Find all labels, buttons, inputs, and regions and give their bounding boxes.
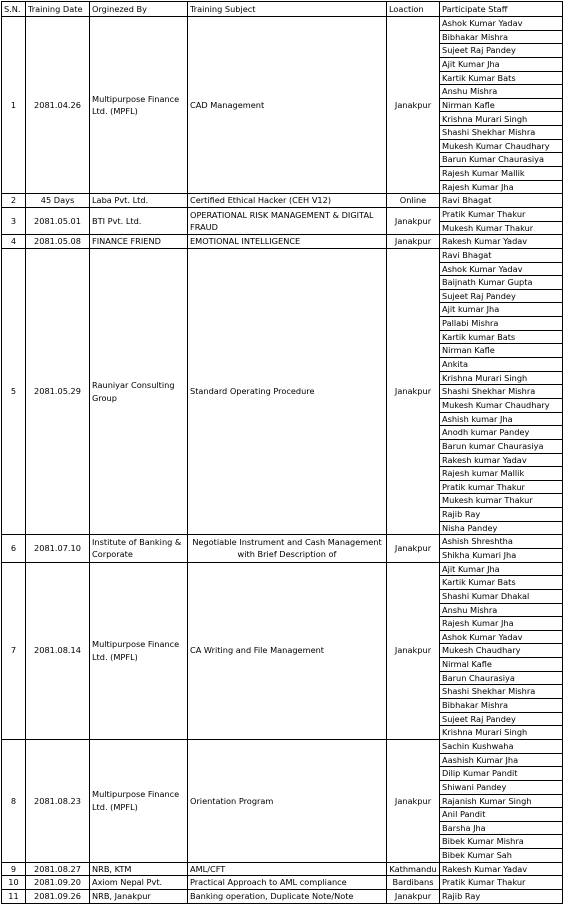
cell-participant: Shashi Kumar Dhakal: [440, 589, 563, 603]
cell-participant: Bibhakar Mishra: [440, 30, 563, 44]
header-location: Loaction: [387, 2, 440, 17]
cell-participant: Barun kumar Chaurasiya: [440, 439, 563, 453]
cell-participant: Barsha Jha: [440, 821, 563, 835]
cell-training-date: 2081.05.29: [26, 248, 90, 534]
cell-training-subject: OPERATIONAL RISK MANAGEMENT & DIGITAL FRAUD: [188, 207, 387, 234]
cell-participant: Anil Pandit: [440, 808, 563, 822]
cell-training-date: 2081.04.26: [26, 17, 90, 194]
cell-training-date: 2081.08.14: [26, 562, 90, 739]
cell-participant: Shiwani Pandey: [440, 780, 563, 794]
cell-participant: Barun Kumar Chaurasiya: [440, 153, 563, 167]
cell-location: Janakpur: [387, 207, 440, 234]
cell-organized-by: NRB, KTM: [90, 862, 188, 876]
cell-organized-by: Laba Pvt. Ltd.: [90, 194, 188, 208]
cell-training-date: 2081.08.27: [26, 862, 90, 876]
cell-participant: Ashish kumar Jha: [440, 412, 563, 426]
cell-organized-by: Institute of Banking & Corporate: [90, 535, 188, 562]
cell-participant: Pallabi Mishra: [440, 317, 563, 331]
cell-training-date: 45 Days: [26, 194, 90, 208]
cell-training-date: 2081.07.10: [26, 535, 90, 562]
cell-participant: Bibhakar Mishra: [440, 699, 563, 713]
cell-participant: Mukesh Kumar Thakur: [440, 221, 563, 235]
cell-training-date: 2081.05.01: [26, 207, 90, 234]
cell-participant: Mukesh Kumar Chaudhary: [440, 139, 563, 153]
cell-participant: Krishna Murari Singh: [440, 371, 563, 385]
cell-organized-by: Multipurpose Finance Ltd. (MPFL): [90, 17, 188, 194]
cell-sn: 11: [2, 890, 26, 904]
cell-participant: Ashok Kumar Yadav: [440, 262, 563, 276]
cell-participant: Rajesh kumar Mallik: [440, 467, 563, 481]
header-training-subject: Training Subject: [188, 2, 387, 17]
cell-training-subject: EMOTIONAL INTELLIGENCE: [188, 235, 387, 249]
cell-participant: Mukesh Kumar Chaudhary: [440, 398, 563, 412]
cell-participant: Rajib Ray: [440, 508, 563, 522]
table-row: [2, 535, 563, 549]
table-body: [2, 17, 563, 904]
cell-participant: Shikha Kumari Jha: [440, 548, 563, 562]
cell-participant: Ajit kumar Jha: [440, 303, 563, 317]
cell-participant: Rajib Ray: [440, 890, 563, 904]
cell-training-subject: Negotiable Instrument and Cash Management with Brief Description of: [188, 535, 387, 562]
cell-participant: Pratik kumar Thakur: [440, 480, 563, 494]
cell-training-date: 2081.09.20: [26, 876, 90, 890]
table-row: [2, 562, 563, 576]
cell-participant: Shashi Shekhar Mishra: [440, 126, 563, 140]
cell-sn: 6: [2, 535, 26, 562]
table-row: [2, 17, 563, 31]
cell-training-date: 2081.08.23: [26, 739, 90, 862]
cell-training-subject: Standard Operating Procedure: [188, 248, 387, 534]
cell-participant: Nirman Kafle: [440, 344, 563, 358]
cell-participant: Aashish Kumar Jha: [440, 753, 563, 767]
cell-organized-by: BTI Pvt. Ltd.: [90, 207, 188, 234]
cell-participant: Kartik kumar Bats: [440, 330, 563, 344]
cell-training-date: 2081.05.08: [26, 235, 90, 249]
cell-participant: Ajit Kumar Jha: [440, 57, 563, 71]
cell-organized-by: NRB, Janakpur: [90, 890, 188, 904]
cell-sn: 2: [2, 194, 26, 208]
cell-location: Online: [387, 194, 440, 208]
cell-participant: Rakesh Kumar Yadav: [440, 862, 563, 876]
cell-sn: 5: [2, 248, 26, 534]
cell-participant: Sachin Kushwaha: [440, 739, 563, 753]
cell-sn: 8: [2, 739, 26, 862]
cell-participant: Krishna Murari Singh: [440, 726, 563, 740]
header-participate-staff: Participate Staff: [440, 2, 563, 17]
cell-sn: 10: [2, 876, 26, 890]
cell-participant: Anodh kumar Pandey: [440, 426, 563, 440]
cell-participant: Ajit Kumar Jha: [440, 562, 563, 576]
cell-organized-by: Rauniyar Consulting Group: [90, 248, 188, 534]
cell-sn: 7: [2, 562, 26, 739]
cell-training-subject: Orientation Program: [188, 739, 387, 862]
cell-organized-by: Multipurpose Finance Ltd. (MPFL): [90, 562, 188, 739]
cell-location: Janakpur: [387, 248, 440, 534]
cell-training-subject: Practical Approach to AML compliance: [188, 876, 387, 890]
cell-participant: Dilip Kumar Pandit: [440, 767, 563, 781]
cell-participant: Rakesh kumar Yadav: [440, 453, 563, 467]
table-row: [2, 876, 563, 890]
table-row: [2, 194, 563, 208]
cell-participant: Baijnath Kumar Gupta: [440, 276, 563, 290]
cell-participant: Mukesh kumar Thakur: [440, 494, 563, 508]
header-sn: S.N.: [2, 2, 26, 17]
table-row: [2, 248, 563, 262]
cell-participant: Anshu Mishra: [440, 603, 563, 617]
cell-participant: Ashok Kumar Yadav: [440, 17, 563, 31]
cell-location: Janakpur: [387, 535, 440, 562]
cell-participant: Nirmal Kafle: [440, 658, 563, 672]
cell-participant: Anshu Mishra: [440, 85, 563, 99]
cell-participant: Pratik Kumar Thakur: [440, 876, 563, 890]
cell-participant: Rakesh Kumar Yadav: [440, 235, 563, 249]
cell-sn: 3: [2, 207, 26, 234]
cell-participant: Ashish Shreshtha: [440, 535, 563, 549]
table-row: [2, 862, 563, 876]
cell-participant: Pratik Kumar Thakur: [440, 207, 563, 221]
cell-training-subject: Certified Ethical Hacker (CEH V12): [188, 194, 387, 208]
cell-participant: Shashi Shekhar Mishra: [440, 685, 563, 699]
cell-participant: Ravi Bhagat: [440, 248, 563, 262]
cell-participant: Bibek Kumar Mishra: [440, 835, 563, 849]
training-table: [1, 1, 563, 904]
table-row: [2, 207, 563, 221]
cell-participant: Mukesh Chaudhary: [440, 644, 563, 658]
cell-participant: Kartik Kumar Bats: [440, 71, 563, 85]
cell-participant: Nirman Kafle: [440, 98, 563, 112]
cell-training-date: 2081.09.26: [26, 890, 90, 904]
header-row: [2, 2, 563, 17]
cell-participant: Rajesh Kumar Jha: [440, 180, 563, 194]
table-row: [2, 890, 563, 904]
cell-organized-by: Multipurpose Finance Ltd. (MPFL): [90, 739, 188, 862]
cell-participant: Barun Chaurasiya: [440, 671, 563, 685]
cell-organized-by: Axiom Nepal Pvt.: [90, 876, 188, 890]
cell-participant: Ashok Kumar Yadav: [440, 630, 563, 644]
cell-participant: Ravi Bhagat: [440, 194, 563, 208]
cell-training-subject: CA Writing and File Management: [188, 562, 387, 739]
cell-participant: Rajesh Kumar Jha: [440, 617, 563, 631]
header-organized-by: Orginezed By: [90, 2, 188, 17]
cell-participant: Krishna Murari Singh: [440, 112, 563, 126]
table-row: [2, 235, 563, 249]
cell-training-subject: Banking operation, Duplicate Note/Note: [188, 890, 387, 904]
cell-participant: Kartik Kumar Bats: [440, 576, 563, 590]
cell-participant: Sujeet Raj Pandey: [440, 44, 563, 58]
cell-location: Janakpur: [387, 562, 440, 739]
cell-organized-by: FINANCE FRIEND: [90, 235, 188, 249]
cell-participant: Sujeet Raj Pandey: [440, 289, 563, 303]
cell-sn: 4: [2, 235, 26, 249]
cell-participant: Rajesh Kumar Mallik: [440, 167, 563, 181]
header-training-date: Training Date: [26, 2, 90, 17]
cell-location: Janakpur: [387, 890, 440, 904]
cell-location: Janakpur: [387, 235, 440, 249]
cell-location: Bardibans: [387, 876, 440, 890]
cell-training-subject: CAD Management: [188, 17, 387, 194]
cell-participant: Nisha Pandey: [440, 521, 563, 535]
cell-participant: Rajanish Kumar Singh: [440, 794, 563, 808]
cell-location: Kathmandu: [387, 862, 440, 876]
cell-training-subject: AML/CFT: [188, 862, 387, 876]
table-row: [2, 739, 563, 753]
cell-participant: Shashi Shekhar Mishra: [440, 385, 563, 399]
cell-participant: Sujeet Raj Pandey: [440, 712, 563, 726]
cell-location: Janakpur: [387, 739, 440, 862]
cell-sn: 1: [2, 17, 26, 194]
cell-sn: 9: [2, 862, 26, 876]
cell-location: Janakpur: [387, 17, 440, 194]
cell-participant: Bibek Kumar Sah: [440, 849, 563, 863]
cell-participant: Ankita: [440, 358, 563, 372]
